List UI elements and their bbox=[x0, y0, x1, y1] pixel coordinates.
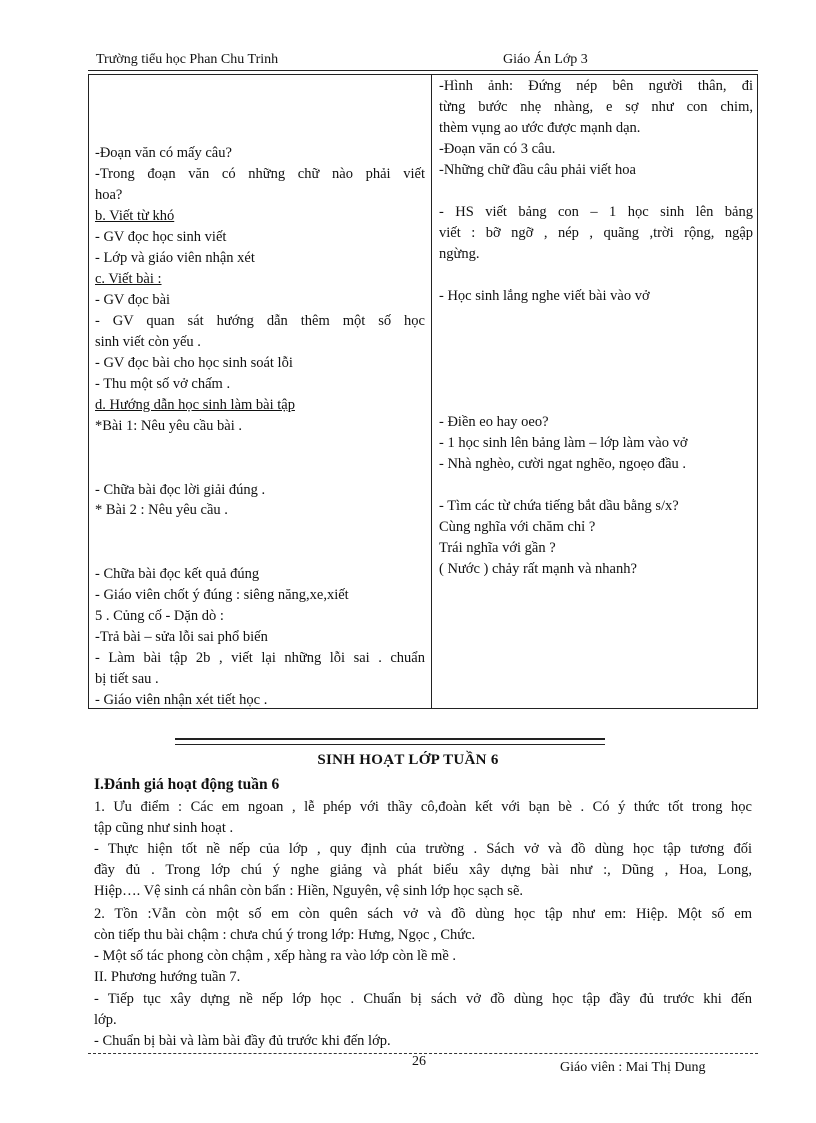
header-school: Trường tiểu học Phan Chu Trinh bbox=[96, 52, 279, 67]
table-line: - HS viết bảng con – 1 học sinh lên bảng bbox=[439, 204, 753, 220]
table-line: - GV quan sát hướng dẫn thêm một số học bbox=[95, 313, 425, 329]
table-line: sinh viết còn yếu . bbox=[95, 334, 201, 350]
body-line: - Một số tác phong còn chậm , xếp hàng ra vào lớp còn lề mề . bbox=[94, 948, 457, 964]
table-line: Trái nghĩa với gần ? bbox=[439, 540, 556, 556]
table-line: 5 . Củng cố - Dặn dò : bbox=[95, 608, 224, 624]
body-line: 1. Ưu điểm : Các em ngoan , lễ phép với thầy cô,đoàn kết với bạn bè . Có ý thức tốt trong học bbox=[94, 799, 752, 815]
body-line: còn tiếp thu bài chậm : chưa chú ý trong lớp: Hưng, Ngọc , Chức. bbox=[94, 927, 476, 943]
table-line: ngừng. bbox=[439, 246, 480, 262]
table-line: - Giáo viên nhận xét tiết học . bbox=[95, 692, 268, 708]
table-line: ( Nước ) chảy rất mạnh và nhanh? bbox=[439, 561, 637, 577]
table-line: -Đoạn văn có 3 câu. bbox=[439, 141, 556, 157]
body-line: - Tiếp tục xây dựng nề nếp lớp học . Chuẩn bị sách vở đồ dùng học tập đầy đủ trước khi đến bbox=[94, 991, 752, 1007]
table-line: từng bước nhẹ nhàng, e sợ như con chim, bbox=[439, 99, 753, 115]
body-line: đầy đủ . Trong lớp chú ý nghe giảng và phát biểu xây dựng bài như :, Dũng , Hoa, Long, bbox=[94, 862, 752, 878]
table-line: -Những chữ đầu câu phải viết hoa bbox=[439, 162, 636, 178]
column-divider bbox=[431, 75, 432, 708]
table-line: -Hình ảnh: Đứng nép bên người thân, đi bbox=[439, 78, 753, 94]
table-line: - Chữa bài đọc kết quả đúng bbox=[95, 566, 260, 582]
table-line: - Nhà nghèo, cười ngat nghẽo, ngoẹo đầu . bbox=[439, 456, 687, 472]
table-line: hoa? bbox=[95, 187, 123, 203]
table-line: Cùng nghĩa với chăm chỉ ? bbox=[439, 519, 596, 535]
table-line: -Trong đoạn văn có những chữ nào phải viết bbox=[95, 166, 425, 182]
section-heading: I.Đánh giá hoạt động tuần 6 bbox=[94, 776, 280, 793]
table-line: bị tiết sau . bbox=[95, 671, 159, 687]
body-line: 2. Tồn :Vẫn còn một số em còn quên sách vở và đồ dùng học tập như em: Hiệp. Một số em bbox=[94, 906, 752, 922]
table-line: - Tìm các từ chứa tiếng bắt dầu bằng s/x? bbox=[439, 498, 679, 514]
table-line: - Thu một số vở chấm . bbox=[95, 376, 231, 392]
table-line: viết : bỡ ngỡ , nép , quãng ,trời rộng, ngập bbox=[439, 225, 753, 241]
body-line: tập cũng như sinh hoạt . bbox=[94, 820, 234, 836]
body-line: - Thực hiện tốt nề nếp của lớp , quy định của trường . Sách vở và đồ dùng học tập tương đối bbox=[94, 841, 752, 857]
table-subheading: c. Viết bài : bbox=[95, 271, 162, 287]
table-line: - Điền eo hay oeo? bbox=[439, 414, 549, 430]
body-line: Hiệp…. Vệ sinh cá nhân còn bẩn : Hiền, Nguyên, vệ sinh lớp học sạch sẽ. bbox=[94, 883, 524, 899]
table-line: thèm vụng ao ước được mạnh dạn. bbox=[439, 120, 641, 136]
table-line: - Chữa bài đọc lời giải đúng . bbox=[95, 482, 266, 498]
table-line: - Lớp và giáo viên nhận xét bbox=[95, 250, 255, 266]
table-line: *Bài 1: Nêu yêu cầu bài . bbox=[95, 418, 242, 434]
table-line: - Làm bài tập 2b , viết lại những lỗi sai . chuẩn bbox=[95, 650, 425, 666]
table-line: - Giáo viên chốt ý đúng : siêng năng,xe,xiết bbox=[95, 587, 349, 603]
body-line: lớp. bbox=[94, 1012, 117, 1028]
page-number: 26 bbox=[412, 1054, 426, 1069]
lesson-table bbox=[88, 74, 758, 709]
body-heading: II. Phương hướng tuần 7. bbox=[94, 969, 241, 985]
table-line: - Học sinh lắng nghe viết bài vào vở bbox=[439, 288, 650, 304]
table-line: * Bài 2 : Nêu yêu cầu . bbox=[95, 502, 228, 518]
table-line: - 1 học sinh lên bảng làm – lớp làm vào vở bbox=[439, 435, 688, 451]
table-subheading: d. Hướng dẫn học sinh làm bài tập bbox=[95, 397, 295, 413]
header-lesson-plan: Giáo Án Lớp 3 bbox=[503, 52, 588, 67]
table-line: - GV đọc bài cho học sinh soát lỗi bbox=[95, 355, 293, 371]
section-title: SINH HOẠT LỚP TUẦN 6 bbox=[317, 752, 499, 768]
table-line: - GV đọc học sinh viết bbox=[95, 229, 227, 245]
table-line: -Trả bài – sửa lỗi sai phổ biến bbox=[95, 629, 268, 645]
table-line: -Đoạn văn có mấy câu? bbox=[95, 145, 232, 161]
section-separator bbox=[175, 738, 605, 745]
teacher-name: Giáo viên : Mai Thị Dung bbox=[560, 1060, 706, 1075]
header-rule bbox=[88, 70, 758, 71]
table-subheading: b. Viết từ khó bbox=[95, 208, 175, 224]
table-line: - GV đọc bài bbox=[95, 292, 171, 308]
body-line: - Chuẩn bị bài và làm bài đầy đủ trước khi đến lớp. bbox=[94, 1033, 391, 1049]
